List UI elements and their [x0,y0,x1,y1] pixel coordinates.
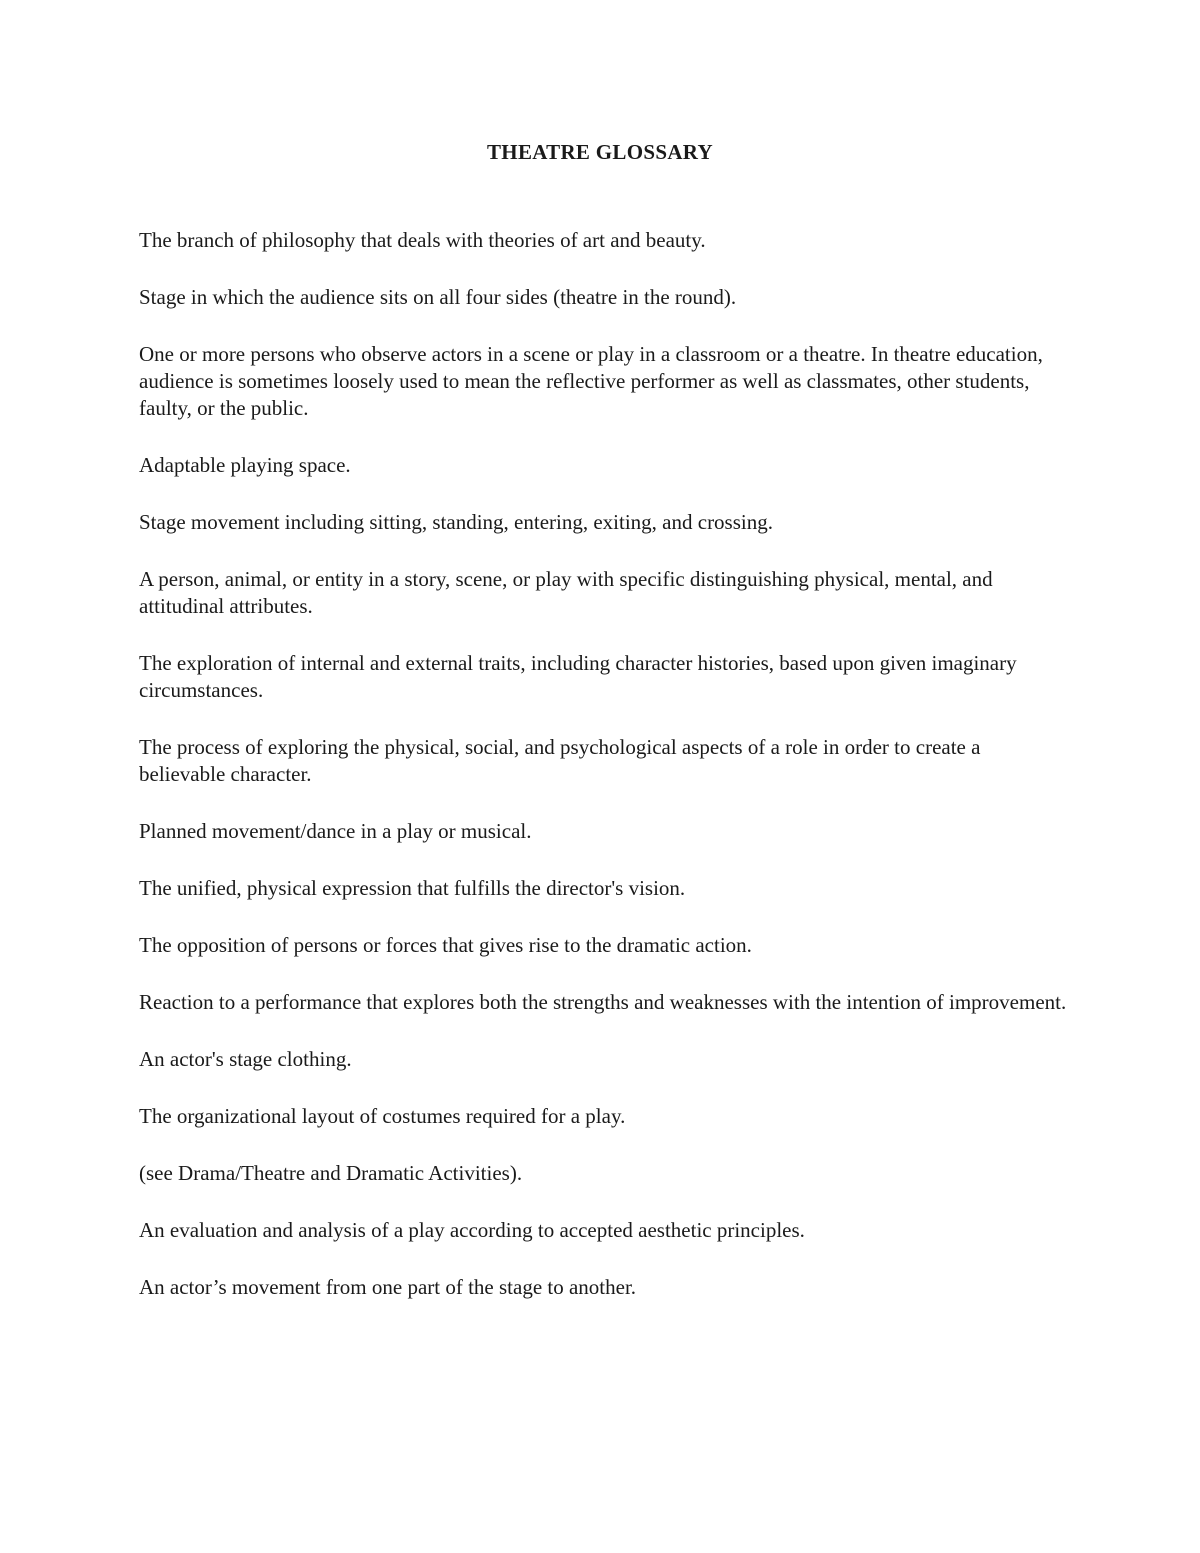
glossary-entry: An evaluation and analysis of a play according to accepted aesthetic principles. [139,1218,805,1242]
glossary-entry: One or more persons who observe actors in a scene or play in a classroom or a theatre. In theatre education, audience is sometimes loosely used to mean the reflective performer as well as classmates, other students, faulty, or the public. [139,342,1043,420]
glossary-entry: Stage in which the audience sits on all four sides (theatre in the round). [139,285,737,309]
glossary-entry: The process of exploring the physical, social, and psychological aspects of a role in order to create a believable character. [139,735,981,786]
glossary-entry: The exploration of internal and external traits, including character histories, based upon given imaginary circumstances. [139,651,1017,702]
glossary-entry: Adaptable playing space. [139,453,351,477]
glossary-entry: The branch of philosophy that deals with theories of art and beauty. [139,228,706,252]
glossary-entry: An actor’s movement from one part of the stage to another. [139,1275,637,1299]
glossary-entry: Reaction to a performance that explores both the strengths and weaknesses with the intention of improvement. [139,990,1067,1014]
glossary-entry: The opposition of persons or forces that gives rise to the dramatic action. [139,933,752,957]
glossary-entry: The unified, physical expression that fulfills the director's vision. [139,876,686,900]
glossary-list [139,227,1069,1331]
glossary-entry: An actor's stage clothing. [139,1047,352,1071]
glossary-entry: (see Drama/Theatre and Dramatic Activities). [139,1161,523,1185]
page-title: THEATRE GLOSSARY [487,140,713,164]
glossary-entry: A person, animal, or entity in a story, scene, or play with specific distinguishing physical, mental, and attitudinal attributes. [139,567,993,618]
glossary-entry: Stage movement including sitting, standing, entering, exiting, and crossing. [139,510,773,534]
glossary-entry: Planned movement/dance in a play or musical. [139,819,532,843]
glossary-entry: The organizational layout of costumes required for a play. [139,1104,626,1128]
